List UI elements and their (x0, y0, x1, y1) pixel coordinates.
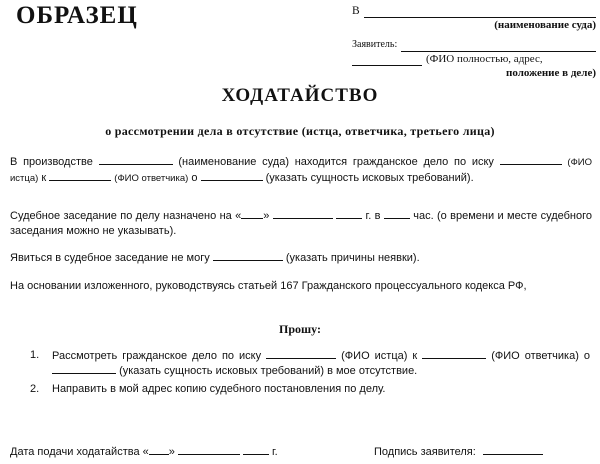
applicant-blank-2 (352, 54, 422, 66)
p1-text-e: (ФИО ответчика) (114, 173, 189, 184)
item-number: 1. (30, 349, 40, 361)
item-text: Направить в мой адрес копию судебного постановления по делу. (52, 383, 386, 395)
p1-text-b: (наименование суда) находится гражданское дело по иску (178, 156, 494, 168)
date-day-blank (149, 444, 169, 455)
hour-blank (384, 208, 410, 219)
applicant-note-1: (ФИО полностью, адрес, (426, 53, 543, 65)
p2-text-d: час. (о (413, 210, 447, 222)
p3-text-b: (указать причины неявки). (285, 252, 420, 264)
date-mid: » (168, 446, 175, 458)
request-item-2 (30, 382, 590, 396)
sample-stamp: ОБРАЗЕЦ (16, 2, 138, 29)
applicant-row-2 (352, 52, 596, 66)
p2-text-e: времени и месте судебного заседания можно не указывать). (10, 210, 593, 237)
signature-label: Подпись заявителя: (374, 446, 476, 458)
applicant-row (352, 38, 596, 52)
paragraph-hearing (10, 208, 592, 239)
p3-text-a: Явиться в судебное заседание не могу (10, 252, 210, 264)
date-year-blank (243, 444, 269, 455)
item1-text-b: (ФИО истца) к (341, 350, 418, 362)
year-blank (336, 208, 362, 219)
item1-plaintiff-blank (266, 348, 336, 359)
to-label: В (352, 5, 360, 17)
day-blank (241, 208, 263, 219)
applicant-label: Заявитель: (352, 39, 398, 50)
addressee-block (352, 4, 596, 80)
date-end: г. (272, 446, 278, 458)
date-label: Дата подачи ходатайства « (10, 446, 149, 458)
p1-text-h: исковых требований). (362, 172, 474, 184)
court-name-blank (364, 6, 596, 18)
item-number: 2. (30, 383, 40, 395)
p2-text-c: г. в (365, 210, 381, 222)
item1-text-c: (ФИО ответчика) о (491, 350, 591, 362)
p1-text-c: (ФИО истца) (10, 157, 593, 184)
item-text (52, 348, 590, 378)
p1-text-f: о (191, 172, 198, 184)
item1-defendant-blank-a (422, 348, 486, 359)
p1-text-g: (указать сущность (265, 172, 360, 184)
month-blank (273, 208, 333, 219)
request-item-1 (30, 348, 590, 378)
plaintiff-blank (500, 154, 562, 165)
reason-blank (213, 250, 283, 261)
applicant-note-2: положение в деле) (506, 67, 596, 79)
signature-blank (483, 444, 543, 455)
p1-text-a: В производстве (10, 156, 93, 168)
court-blank (99, 154, 173, 165)
court-row (352, 4, 596, 18)
p2-text-a: Судебное заседание по делу назначено на « (10, 210, 242, 222)
document-subtitle: о рассмотрении дела в отсутствие (истца, ответчика, третьего лица) (105, 124, 495, 138)
paragraph-case (10, 154, 592, 186)
document-title: ХОДАТАЙСТВО (221, 85, 379, 106)
signature-block (374, 444, 543, 458)
applicant-blank (401, 40, 596, 52)
date-month-blank (178, 444, 240, 455)
signature-footer (10, 444, 592, 458)
item1-text-d: (указать сущность исковых требований) в мое отсутствие. (119, 365, 418, 377)
claim-blank (201, 170, 263, 181)
p1-text-d: к (41, 172, 47, 184)
paragraph-basis: На основании изложенного, руководствуясь статьей 167 Гражданского процессуального кодекса РФ, (10, 280, 527, 292)
item1-claim-blank (52, 363, 116, 374)
p2-text-b: » (263, 210, 270, 222)
request-list (30, 348, 590, 400)
paragraph-absence (10, 250, 592, 266)
item1-text-a: Рассмотреть гражданское дело по иску (52, 350, 262, 362)
request-heading: Прошу: (279, 322, 321, 336)
court-name-note: (наименование суда) (494, 19, 596, 31)
defendant-blank (49, 170, 111, 181)
